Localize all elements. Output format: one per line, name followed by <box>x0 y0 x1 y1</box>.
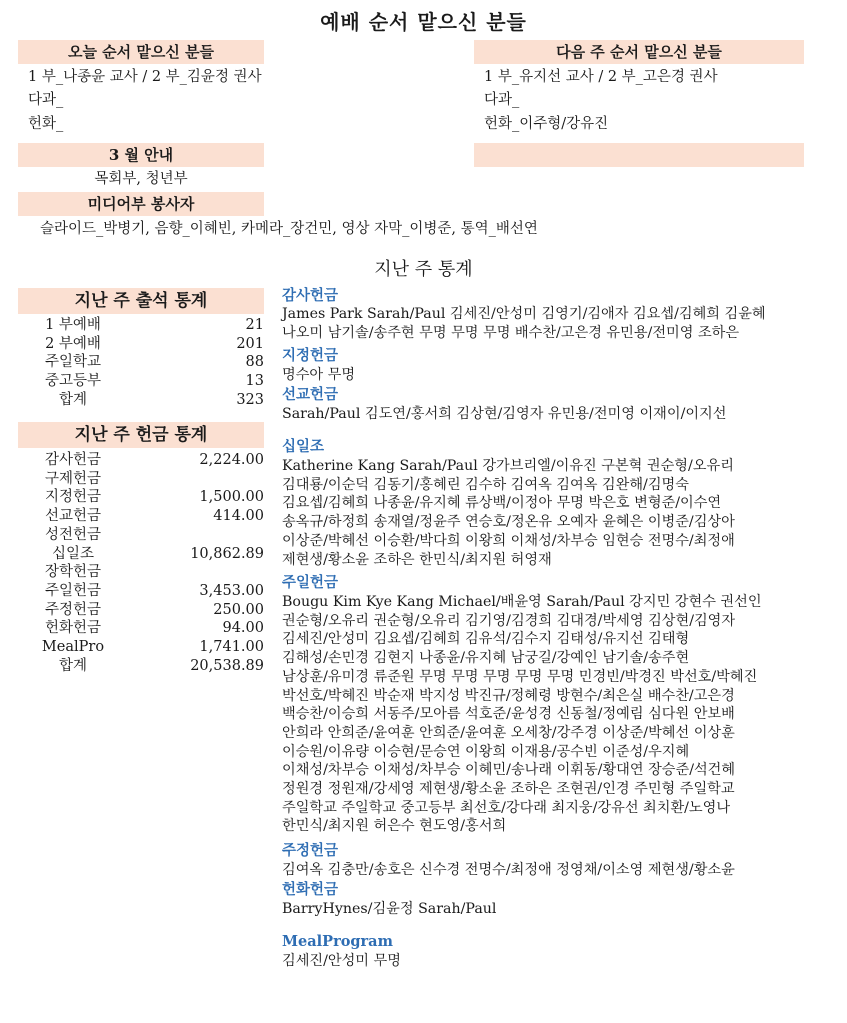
stat-label: 합계 <box>58 657 87 674</box>
stat-row <box>18 335 264 354</box>
stat-label: 합계 <box>58 391 87 408</box>
stat-value: 201 <box>236 335 264 352</box>
stat-row <box>18 657 264 676</box>
stat-value: 21 <box>245 317 264 333</box>
next-week-line: 헌화_이주형/강유진 <box>484 116 609 132</box>
next-week-blank-header <box>474 143 804 167</box>
stat-row <box>18 545 264 564</box>
attendance-header: 지난 주 출석 통계 <box>18 288 264 314</box>
offering-header: 지난 주 헌금 통계 <box>18 422 264 448</box>
stat-row <box>18 638 264 657</box>
stat-value: 2,224.00 <box>199 452 264 468</box>
designated-title: 지정헌금 <box>282 347 339 364</box>
stat-value: 1,741.00 <box>199 639 264 655</box>
stat-label: 2 부예배 <box>45 335 101 352</box>
stat-row <box>18 488 264 507</box>
sunday-names: Bougu Kim Kye Kang Michael/배윤영 Sarah/Paul 강지민 강현수 권선인 권순형/오유리 권순형/오유리 김기영/김경희 김대경/박세영 김상현/김영자 김세진/안성미 김요셉/김혜희 김유석/김수지 김태성/유지선 김태형 김해성/손민경 김현지 나종윤/유지혜 남궁길/강예인 남기솔/송주현 남상훈/유미경 류준원 무명 무명 무명 무명 무명 민경빈/박경진 박선호/박혜진 박선호/박혜진 박순재 박지성 박진규/정혜령 방현수/최은실 배수찬/고은경 백승찬/이승희 서동주/모아름 석호준/윤성경 신동철/정예림 심다원 안보배 안희라 안희준/윤여훈 안희준/윤여훈 오세창/강주경 이상준/박혜선 이상훈 이승원/이유량 이승현/문승연 이왕희 이재용/공수빈 이준성/우지혜 이채성/차부승 이채성/차부승 이혜민/송나래 이휘동/황대연 장승준/석건혜 정원경 정원재/강세영 제현생/황소윤 조하은 조현권/인경 주민형 주일학교 주일학교 주일학교 중고등부 최선호/강다래 최지웅/강유선 최치환/노영나 한민식/최지원 허은수 현도영/홍서희 <box>282 594 762 835</box>
stat-row <box>18 391 264 410</box>
today-line: 1 부_나종윤 교사 / 2 부_김윤정 권사 <box>28 69 262 85</box>
stat-label: MealPro <box>41 639 105 655</box>
stat-label: 중고등부 <box>44 373 102 390</box>
stat-value: 414.00 <box>213 508 264 525</box>
stat-value: 94.00 <box>222 620 264 637</box>
designated-names: 명수아 무명 <box>282 367 356 383</box>
stat-label: 성전헌금 <box>44 526 102 543</box>
mission-title: 선교헌금 <box>282 386 339 403</box>
stat-row <box>18 619 264 638</box>
stat-label: 구제헌금 <box>44 470 102 487</box>
stats-title: 지난 주 통계 <box>374 259 473 280</box>
stat-label: 주일학교 <box>44 354 102 371</box>
stat-row <box>18 601 264 620</box>
next-week-header: 다음 주 순서 맡으신 분들 <box>474 40 804 64</box>
stat-label: 헌화헌금 <box>44 620 102 637</box>
meal-names: 김세진/안성미 무명 <box>282 953 401 969</box>
meal-title: MealProgram <box>282 933 393 950</box>
stat-value: 20,538.89 <box>190 657 264 674</box>
stat-row <box>18 563 264 582</box>
stat-row <box>18 526 264 545</box>
stat-row <box>18 372 264 391</box>
stat-label: 십일조 <box>51 545 95 562</box>
weekly-title: 주정헌금 <box>282 842 339 859</box>
stat-row <box>18 507 264 526</box>
stat-label: 주일헌금 <box>44 582 102 599</box>
march-header: 3 월 안내 <box>18 143 264 167</box>
stat-label: 주정헌금 <box>44 601 102 618</box>
stat-label: 1 부예배 <box>45 317 101 333</box>
stat-value: 10,862.89 <box>190 545 264 562</box>
flower-names: BarryHynes/김윤정 Sarah/Paul <box>282 901 497 917</box>
thanks-title: 감사헌금 <box>282 287 339 304</box>
stat-row <box>18 470 264 489</box>
stat-label: 감사헌금 <box>44 452 102 468</box>
today-line: 헌화_ <box>28 116 64 132</box>
next-week-line: 1 부_유지선 교사 / 2 부_고은경 권사 <box>484 69 718 85</box>
stat-value: 1,500.00 <box>199 489 264 506</box>
sunday-title: 주일헌금 <box>282 574 339 591</box>
stat-value: 13 <box>245 373 264 390</box>
stat-value: 323 <box>236 391 264 408</box>
media-header: 미디어부 봉사자 <box>18 192 264 216</box>
stat-label: 지정헌금 <box>44 489 102 506</box>
tithe-names: Katherine Kang Sarah/Paul 강가브리엘/이유진 구본혁 권순형/오유리 김대룡/이순덕 김동기/홍혜린 김수하 김여옥 김여옥 김완해/김명숙 김요셉/김혜희 나종윤/유지혜 류상백/이정아 무명 박은호 변형준/이수연 송옥규/하정희 송재열/정윤주 연승호/정온유 오예자 윤혜은 이병준/김상아 이상준/박혜선 이승환/박다희 이왕희 이채성/차부승 임현승 전명수/최정애 제현생/황소윤 조하은 한민식/최지원 허영재 <box>282 458 735 568</box>
march-text: 목회부, 청년부 <box>94 171 188 187</box>
next-week-line: 다과_ <box>484 92 520 108</box>
mission-names: Sarah/Paul 김도연/홍서희 김상현/김영자 유민용/전미영 이재이/이지선 <box>282 406 727 422</box>
stat-row <box>18 353 264 372</box>
stat-value: 250.00 <box>213 601 264 618</box>
today-line: 다과_ <box>28 92 64 108</box>
stat-label: 장학헌금 <box>44 564 102 581</box>
stat-row <box>18 451 264 470</box>
weekly-names: 김여옥 김충만/송호은 신수경 전명수/최정애 정영채/이소영 제현생/황소윤 <box>282 862 735 878</box>
today-header: 오늘 순서 맡으신 분들 <box>18 40 264 64</box>
stat-label: 선교헌금 <box>44 508 102 525</box>
page-title: 예배 순서 맡으신 분들 <box>320 10 527 34</box>
tithe-title: 십일조 <box>282 438 325 455</box>
thanks-names: James Park Sarah/Paul 김세진/안성미 김영기/김애자 김요셉/김혜희 김윤혜 나오미 남기솔/송주현 무명 무명 무명 배수찬/고은경 유민용/전미영 조하은 <box>282 306 766 341</box>
stat-value: 88 <box>245 354 264 371</box>
stat-value: 3,453.00 <box>199 582 264 599</box>
stat-row <box>18 316 264 335</box>
media-text: 슬라이드_박병기, 음향_이혜빈, 카메라_장건민, 영상 자막_이병준, 통역_배선연 <box>40 221 538 237</box>
flower-title: 헌화헌금 <box>282 881 339 898</box>
stat-row <box>18 582 264 601</box>
